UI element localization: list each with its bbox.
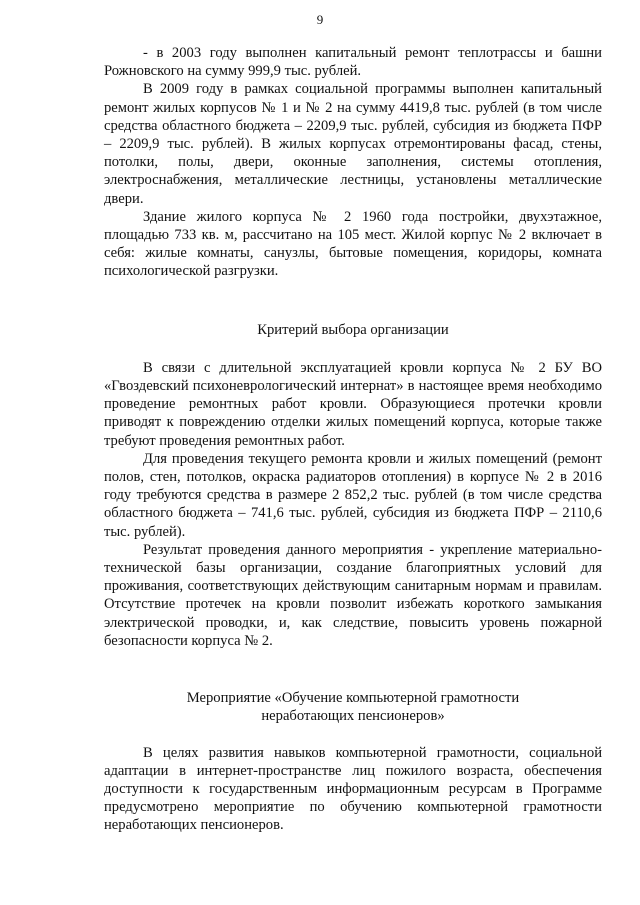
section-heading-line-1: Мероприятие «Обучение компьютерной грамотности (186, 690, 520, 707)
paragraph-repair-2003: - в 2003 году выполнен капитальный ремонт теплотрассы и башни Рожновского на сумму 999,9 тыс. рублей. (104, 45, 602, 80)
paragraph-computer-literacy: В целях развития навыков компьютерной грамотности, социальной адаптации в интернет-пространстве лиц пожилого возраста, обеспечения доступности к государственным информационным ресурсам в Программе предусмотрено мероприятие по обучению компьютерной грамотности неработающих пенсионеров. (104, 744, 602, 834)
document-body (104, 44, 602, 835)
section-heading-line-2: неработающих пенсионеров» (261, 708, 445, 725)
paragraph-result: Результат проведения данного мероприятия - укрепление материально-технической базы организации, создание благоприятных условий для проживания, соответствующих действующим санитарным нормам и правилам. Отсутствие протечек на кровли позволит избежать короткого замыкания электрической проводки, и, как следствие, повысить уровень пожарной безопасности корпуса № 2. (104, 541, 602, 649)
paragraph-roof-condition: В связи с длительной эксплуатацией кровли корпуса № 2 БУ ВО «Гвоздевский психоневрологический интернат» в настоящее время необходимо проведение ремонтных работ кровли. Образующиеся протечки кровли приводят к повреждению отделки жилых помещений корпуса, которые также требуют проведения ремонтных работ. (104, 359, 602, 449)
section-heading-computer-literacy (104, 689, 602, 725)
page-number: 9 (316, 12, 324, 27)
paragraph-repair-2009: В 2009 году в рамках социальной программы выполнен капитальный ремонт жилых корпусов № 1 и № 2 на сумму 4419,8 тыс. рублей (в том числе средства областного бюджета – 2209,9 тыс. рублей, субсидия из бюджета ПФР – 2209,9 тыс. рублей). В жилых корпусах отремонтированы фасад, стены, потолки, полы, двери, оконные заполнения, системы отопления, электроснабжения, металлические лестницы, установлены металлические двери. (104, 81, 602, 207)
section-heading-criteria: Критерий выбора организации (257, 321, 449, 338)
paragraph-building-description: Здание жилого корпуса № 2 1960 года постройки, двухэтажное, площадью 733 кв. м, рассчитано на 105 мест. Жилой корпус № 2 включает в себя: жилые комнаты, санузлы, бытовые помещения, коридоры, комната психологической разгрузки. (104, 208, 602, 280)
paragraph-repair-funding: Для проведения текущего ремонта кровли и жилых помещений (ремонт полов, стен, потолков, окраска радиаторов отопления) в корпусе № 2 в 2016 году требуются средства в размере 2 852,2 тыс. рублей (в том числе средства областного бюджета – 741,6 тыс. рублей, субсидия из бюджета ПФР – 2110,6 тыс. рублей). (104, 450, 602, 540)
